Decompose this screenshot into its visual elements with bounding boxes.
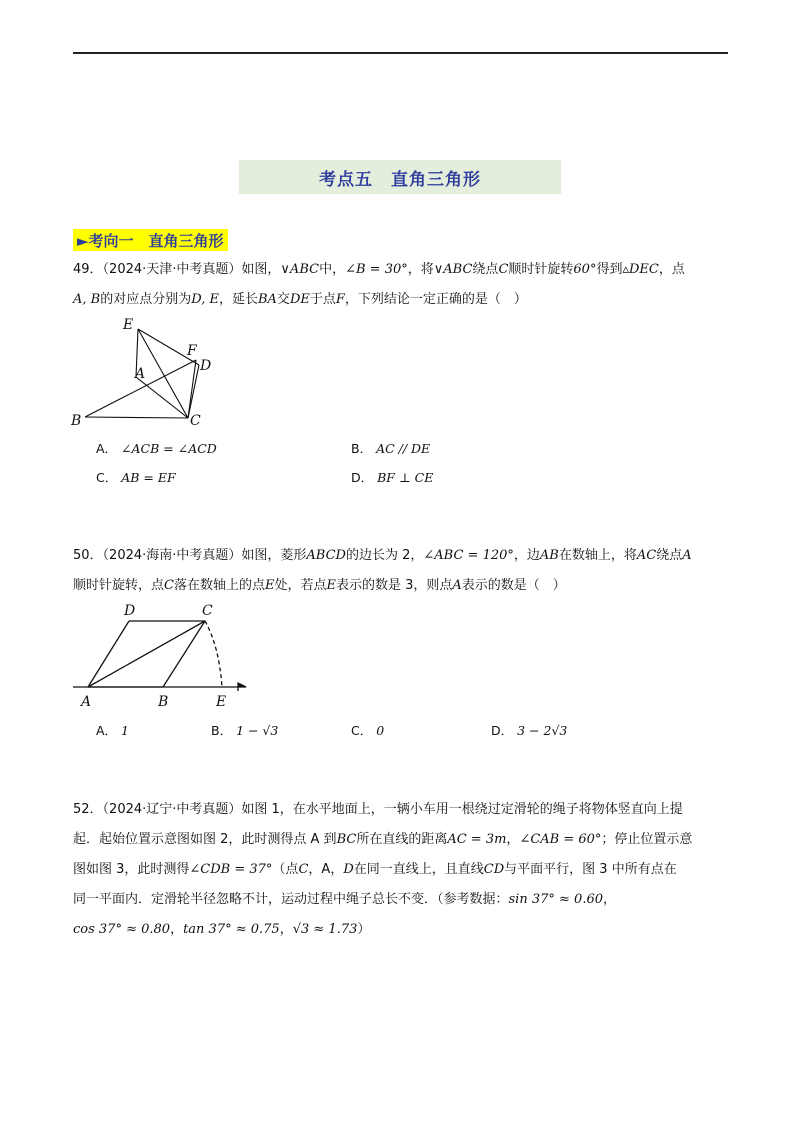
q49-option-b[interactable]: B． AC // DE	[351, 441, 431, 456]
label-D: D	[200, 358, 212, 374]
q50-figure	[68, 600, 258, 712]
label-C: C	[202, 603, 213, 619]
label-B: B	[71, 413, 82, 429]
label-A: A	[81, 694, 92, 710]
q50-option-c[interactable]: C． 0	[351, 723, 385, 738]
q49-line-2: A, B的对应点分别为D, E，延长BA交DE于点F，下列结论一定正确的是（ ）	[73, 292, 527, 307]
q49-line-1: 49．（2024·天津·中考真题）如图，∨ABC中，∠B = 30°，将∨ABC绕点C顺时针旋转60°得到▵DEC，点	[73, 262, 685, 277]
question-50	[73, 541, 733, 601]
label-D: D	[124, 603, 136, 619]
question-52	[73, 795, 733, 945]
q49-option-d[interactable]: D． BF ⊥ CE	[351, 470, 434, 485]
q50-option-a[interactable]: A． 1	[96, 723, 129, 738]
label-E: E	[216, 694, 227, 710]
question-49	[73, 255, 733, 315]
label-F: F	[187, 343, 197, 359]
label-A: A	[135, 366, 146, 382]
q52-line-2: 起．起始位置示意图如图 2，此时测得点 A 到BC所在直线的距离AC = 3m，∠CAB = 60°；停止位置示意	[73, 832, 693, 847]
label-E: E	[123, 317, 134, 333]
label-B: B	[158, 694, 169, 710]
header-rule	[73, 52, 728, 54]
q49-option-a[interactable]: A． ∠ACB = ∠ACD	[96, 441, 217, 456]
q50-option-b[interactable]: B． 1 − √3	[211, 723, 279, 738]
q50-line-1: 50．（2024·海南·中考真题）如图，菱形ABCD的边长为 2，∠ABC = 120°，边AB在数轴上，将AC绕点A	[73, 548, 692, 563]
q49-option-c[interactable]: C． AB = EF	[96, 470, 176, 485]
q49-figure	[65, 315, 225, 430]
q50-option-d[interactable]: D． 3 − 2√3	[491, 723, 568, 738]
q52-line-5: cos 37° ≈ 0.80，tan 37° ≈ 0.75，√3 ≈ 1.73）	[73, 922, 371, 937]
q52-line-1: 52．（2024·辽宁·中考真题）如图 1，在水平地面上，一辆小车用一根绕过定滑轮的绳子将物体竖直向上提	[73, 802, 683, 817]
q52-line-4: 同一平面内．定滑轮半径忽略不计，运动过程中绳子总长不变．（参考数据：sin 37° ≈ 0.60，	[73, 892, 617, 907]
q52-line-3: 图如图 3，此时测得∠CDB = 37°（点C，A，D在同一直线上，且直线CD与平面平行，图 3 中所有点在	[73, 862, 677, 877]
page-title: 考点五 直角三角形	[239, 160, 561, 194]
label-C: C	[190, 413, 201, 429]
section-heading: ►考向一 直角三角形	[73, 229, 228, 251]
q50-line-2: 顺时针旋转，点C落在数轴上的点E处，若点E表示的数是 3，则点A表示的数是（ ）	[73, 578, 566, 593]
